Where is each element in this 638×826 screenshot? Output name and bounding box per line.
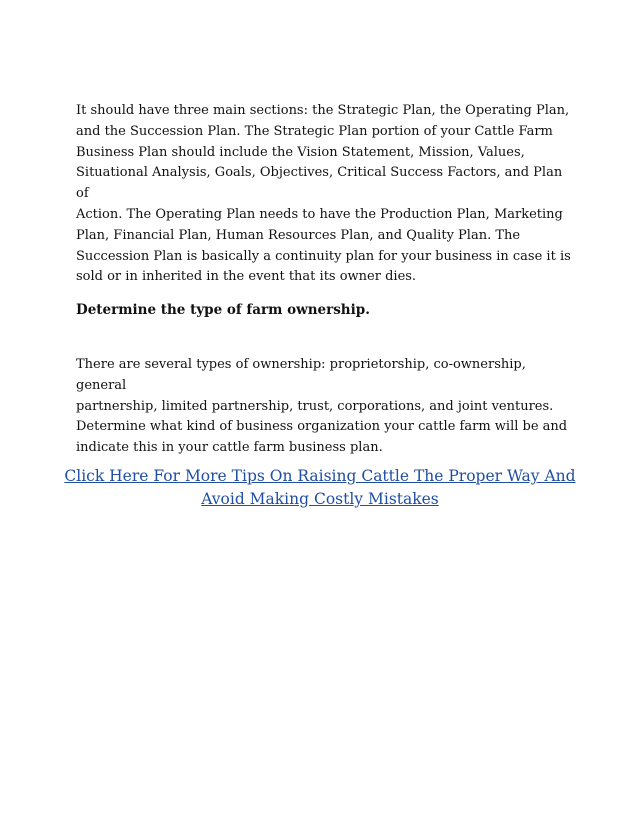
body-paragraph-sections: It should have three main sections: the Strategic Plan, the Operating Plan, and the Succession Plan. The Strategic Plan portion of your Cattle Farm Business Plan should include the Vision Statement, Mission, Values, Situational Analysis, Goals, Objectives, Critical Success Factors, and Plan of Action. The Operating Plan needs to have the Production Plan, Marketing Plan, Financial Plan, Human Resources Plan, and Quality Plan. The Succession Plan is basically a continuity plan for your business in case it is sold or in inherited in the event that its owner dies. [76,103,571,285]
body-paragraph-ownership: There are several types of ownership: proprietorship, co-ownership, general partnership, limited partnership, trust, corporations, and joint ventures. Determine what kind of business organization your cattle farm will be and indicate this in your cattle farm business plan. [76,357,568,456]
more-tips-link[interactable]: Click Here For More Tips On Raising Cattle The Proper Way And Avoid Making Costly Mistakes [64,467,576,508]
section-heading: Determine the type of farm ownership. [76,302,370,318]
